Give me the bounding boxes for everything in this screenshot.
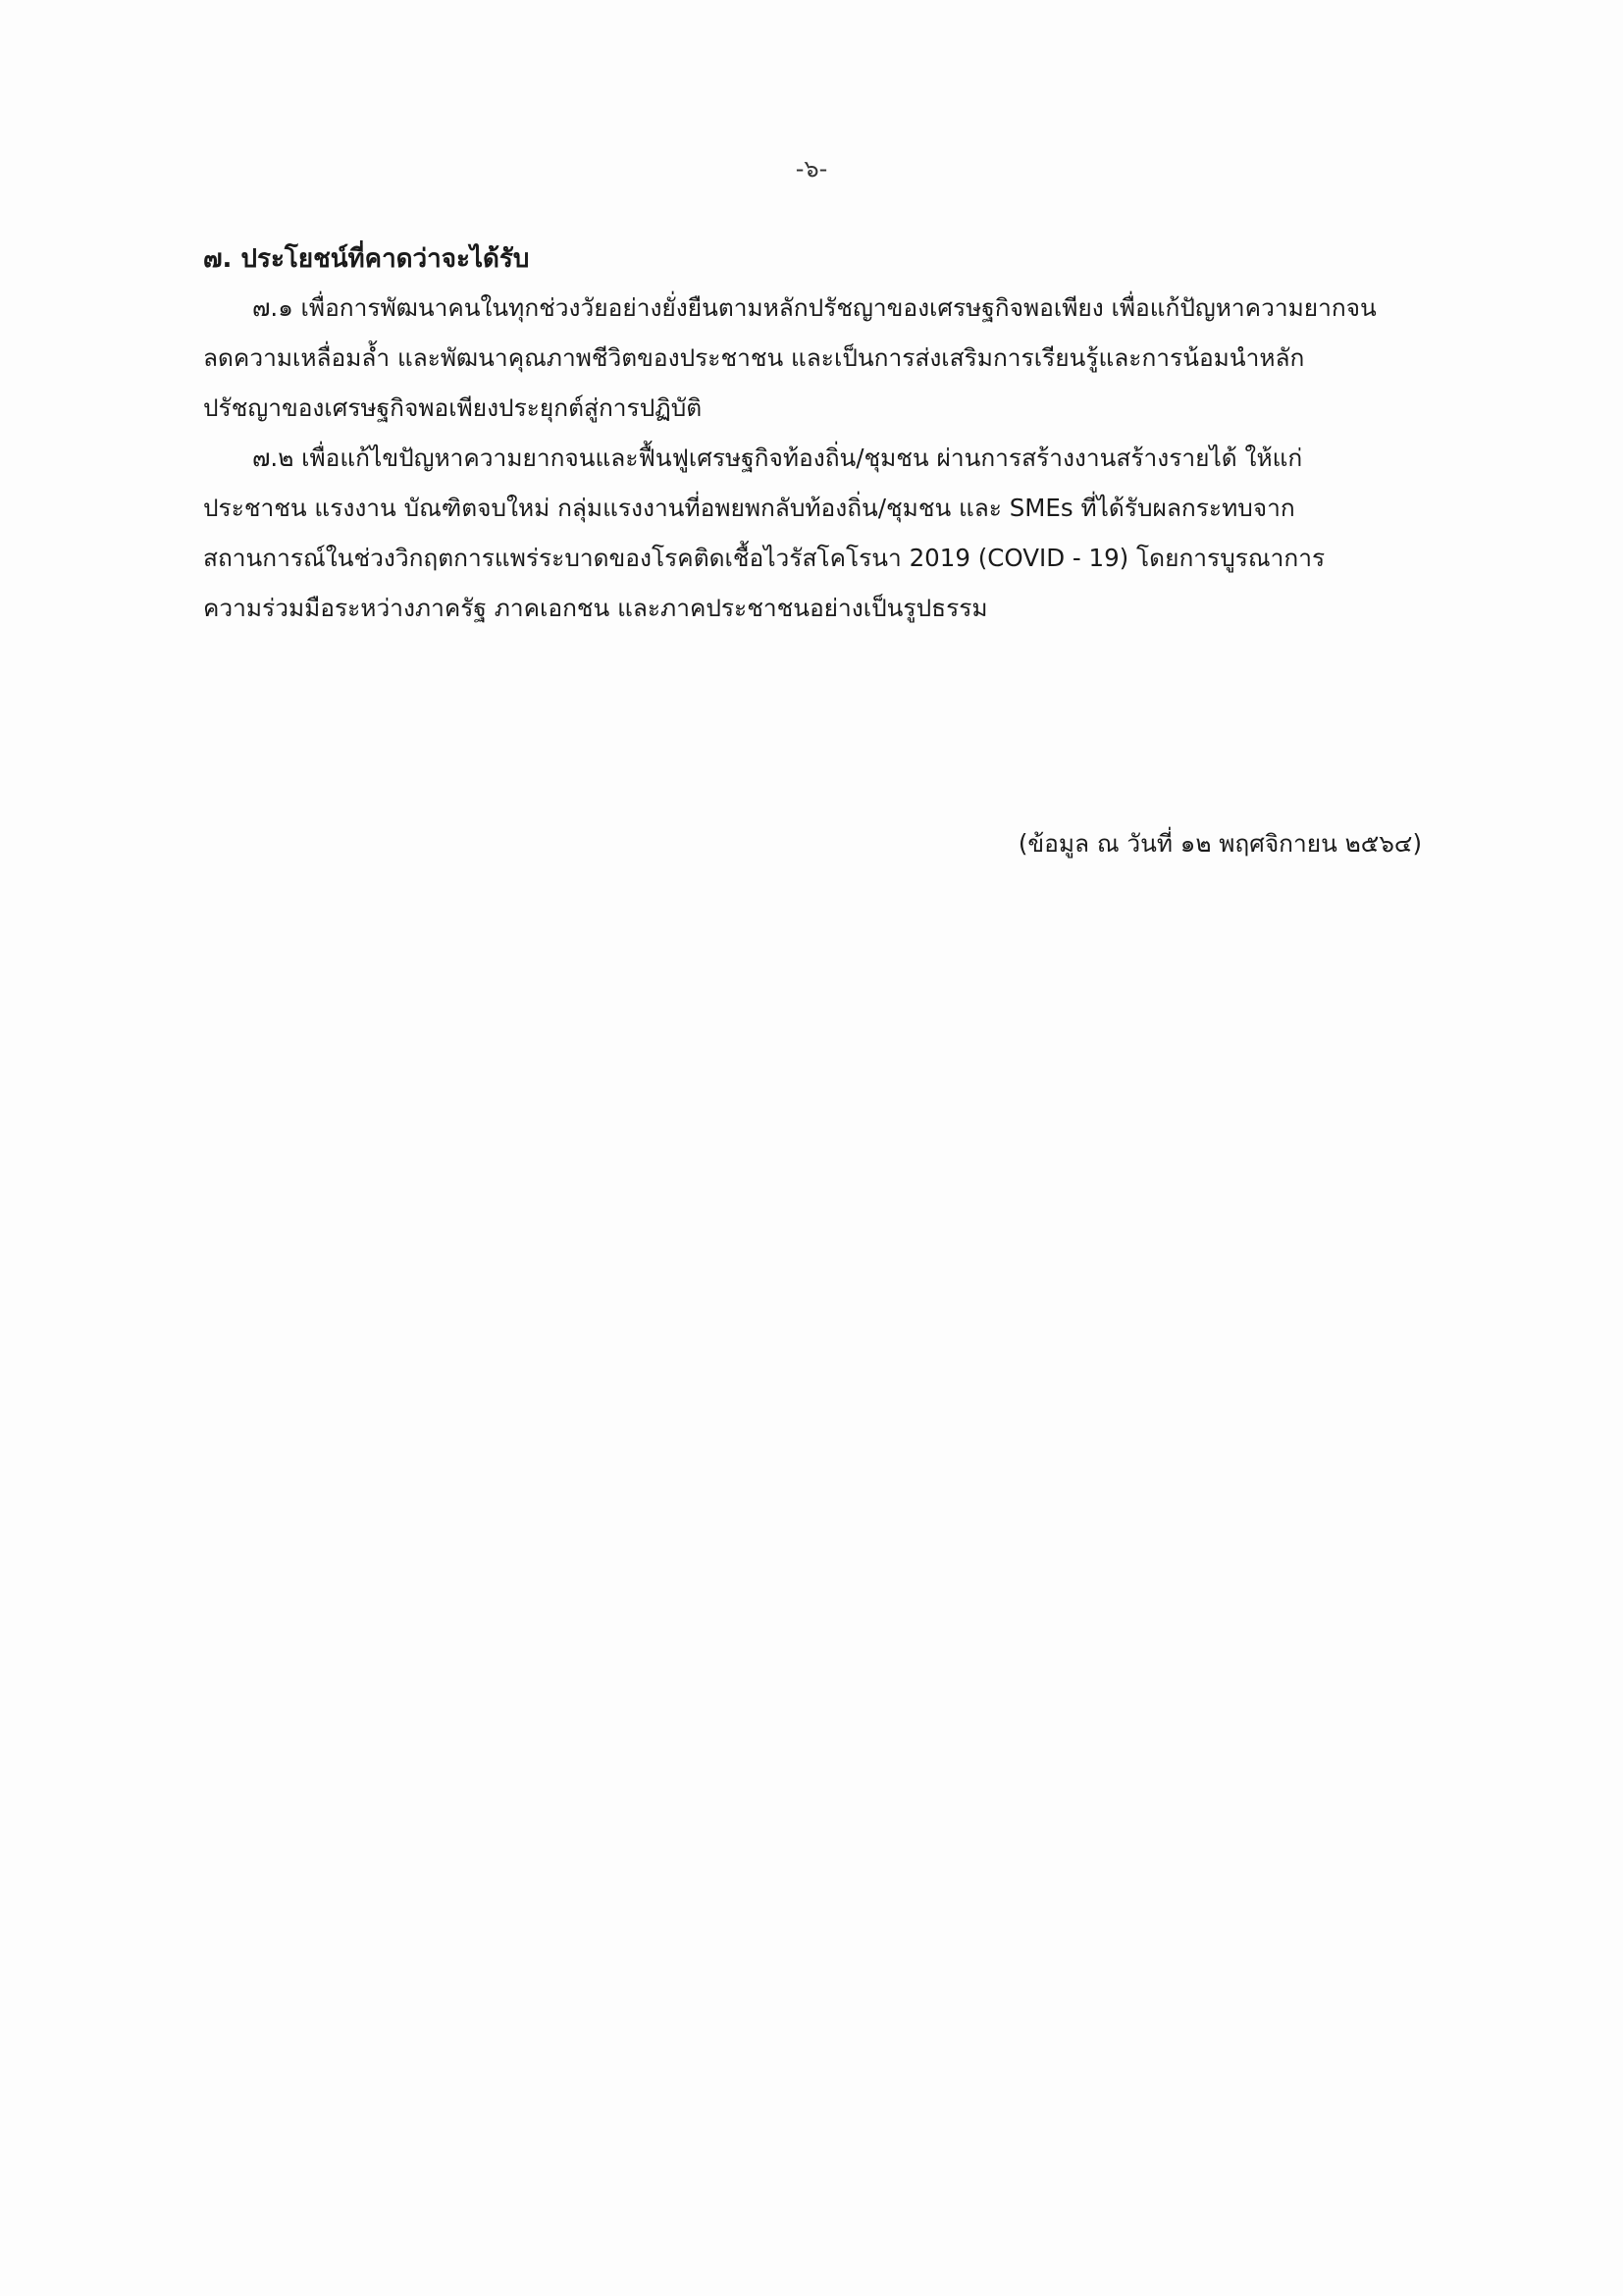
paragraph-line: ๗.๒ เพื่อแก้ไขปัญหาความยากจนและฟื้นฟูเศรษฐกิจท้องถิ่น/ชุมชน ผ่านการสร้างงานสร้างรายได้ ให้แก่ — [252, 444, 1303, 472]
paragraph-line: ปรัชญาของเศรษฐกิจพอเพียงประยุกต์สู่การปฏิบัติ — [203, 393, 703, 422]
benefit-item-7-1 — [203, 283, 1430, 433]
benefits-section — [203, 239, 1430, 633]
data-as-of-date: (ข้อมูล ณ วันที่ ๑๒ พฤศจิกายน ๒๕๖๔) — [1018, 829, 1422, 858]
benefit-item-7-2 — [203, 433, 1430, 633]
paragraph-line: ๗.๑ เพื่อการพัฒนาคนในทุกช่วงวัยอย่างยั่งยืนตามหลักปรัชญาของเศรษฐกิจพอเพียง เพื่อแก้ปัญหาความยากจน — [252, 293, 1377, 322]
paragraph-line: สถานการณ์ในช่วงวิกฤตการแพร่ระบาดของโรคติดเชื้อไวรัสโคโรนา 2019 (COVID - 19) โดยการบูรณาการ — [203, 544, 1326, 572]
paragraph-line: ประชาชน แรงงาน บัณฑิตจบใหม่ กลุ่มแรงงานที่อพยพกลับท้องถิ่น/ชุมชน และ SMEs ที่ได้รับผลกระทบจาก — [203, 494, 1295, 522]
page-number: -๖- — [795, 155, 828, 183]
paragraph-line: ลดความเหลื่อมล้ำ และพัฒนาคุณภาพชีวิตของประชาชน และเป็นการส่งเสริมการเรียนรู้และการน้อมนำหลัก — [203, 343, 1305, 372]
paragraph-line: ความร่วมมือระหว่างภาครัฐ ภาคเอกชน และภาคประชาชนอย่างเป็นรูปธรรม — [203, 594, 988, 622]
section-heading: ๗. ประโยชน์ที่คาดว่าจะได้รับ — [203, 244, 530, 274]
